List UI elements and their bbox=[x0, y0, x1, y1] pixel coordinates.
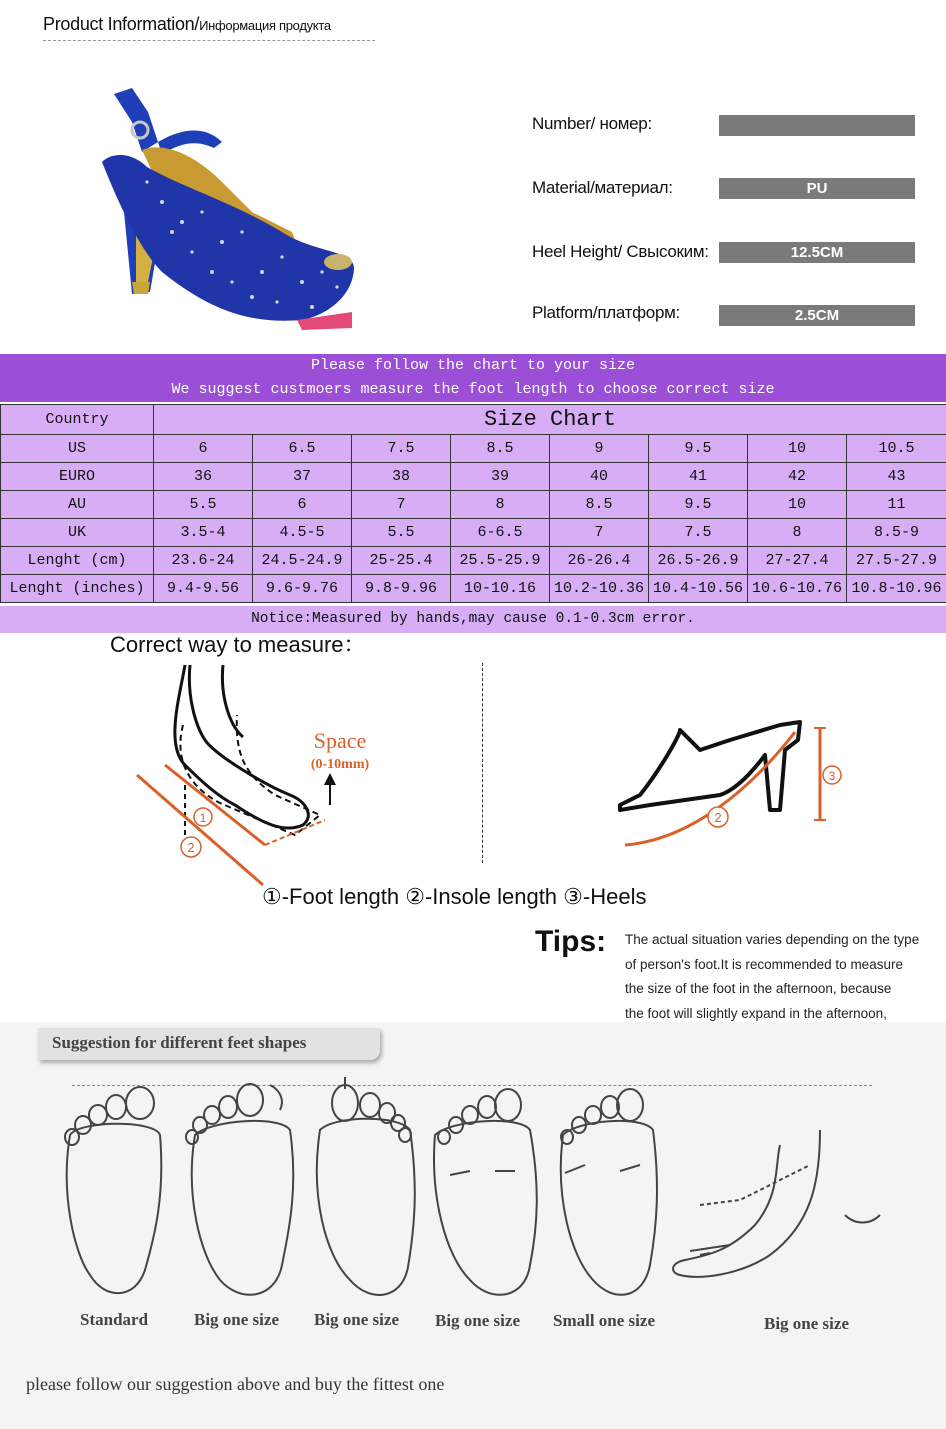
table-cell: 8.5-9 bbox=[847, 519, 946, 547]
table-cell: 38 bbox=[352, 463, 451, 491]
table-cell: 40 bbox=[550, 463, 649, 491]
table-cell: 9.8-9.96 bbox=[352, 575, 451, 603]
spec-heel-label: Heel Height/ Свысоким: bbox=[532, 242, 709, 261]
page-title bbox=[43, 14, 331, 35]
feet-shapes-illustration bbox=[50, 1075, 920, 1315]
tips-line: the foot will slightly expand in the afternoon, bbox=[625, 1005, 887, 1021]
table-cell: 23.6-24 bbox=[154, 547, 253, 575]
tips-line: The actual situation varies depending on the type bbox=[625, 932, 920, 947]
spec-platform-label: Platform/платформ: bbox=[532, 303, 680, 322]
table-cell: 9.4-9.56 bbox=[154, 575, 253, 603]
space-label: Space bbox=[313, 728, 367, 753]
table-cell: 43 bbox=[847, 463, 946, 491]
table-cell: 37 bbox=[253, 463, 352, 491]
size-chart-notice-line1: Please follow the chart to your size bbox=[310, 357, 636, 374]
table-cell: 9.5 bbox=[649, 491, 748, 519]
foot-label-big-2: Big one size bbox=[314, 1310, 399, 1329]
row-label: UK bbox=[1, 519, 154, 547]
table-cell: 36 bbox=[154, 463, 253, 491]
spec-number-label: Number/ номер: bbox=[532, 114, 652, 133]
tips-line: of person's foot.It is recommended to measure bbox=[625, 956, 903, 972]
table-cell: 10.5 bbox=[847, 435, 946, 463]
foot-measure-diagram bbox=[125, 655, 395, 895]
space-range: (0-10mm) bbox=[310, 757, 370, 772]
table-cell: 6 bbox=[154, 435, 253, 463]
table-cell: 24.5-24.9 bbox=[253, 547, 352, 575]
spec-heel-value: 12.5CM bbox=[719, 242, 915, 263]
bottom-note: please follow our suggestion above and buy the fittest one bbox=[26, 1374, 445, 1394]
foot-label-small: Small one size bbox=[553, 1311, 655, 1330]
table-row bbox=[1, 491, 946, 519]
title-en: Product Information/ bbox=[43, 14, 200, 34]
table-cell: 9.6-9.76 bbox=[253, 575, 352, 603]
marker-3: 3 bbox=[828, 769, 836, 783]
size-chart-title: Size Chart bbox=[154, 405, 946, 435]
foot-length-line bbox=[165, 765, 265, 845]
table-cell: 6 bbox=[253, 491, 352, 519]
size-chart-error-notice: Notice:Measured by hands,may cause 0.1-0.3cm error. bbox=[0, 606, 946, 633]
heel-measure-diagram bbox=[610, 710, 850, 860]
row-label: EURO bbox=[1, 463, 154, 491]
table-cell: 7 bbox=[550, 519, 649, 547]
foot-big-size-icon bbox=[317, 1077, 415, 1295]
marker-1: 1 bbox=[199, 811, 207, 825]
spec-material-value: PU bbox=[719, 178, 915, 199]
size-chart-header-row bbox=[1, 405, 946, 435]
row-label: Lenght (inches) bbox=[1, 575, 154, 603]
foot-side-view-icon bbox=[673, 1130, 880, 1277]
foot-label-big-1: Big one size bbox=[194, 1310, 279, 1329]
table-cell: 25.5-25.9 bbox=[451, 547, 550, 575]
table-cell: 27.5-27.9 bbox=[847, 547, 946, 575]
table-row bbox=[1, 519, 946, 547]
foot-big-size-icon bbox=[434, 1089, 537, 1295]
size-chart-notice-line2: We suggest custmoers measure the foot length to choose correct size bbox=[171, 381, 775, 398]
table-cell: 8 bbox=[748, 519, 847, 547]
marker-2: 2 bbox=[187, 840, 195, 855]
table-cell: 7 bbox=[352, 491, 451, 519]
country-header: Country bbox=[1, 405, 154, 435]
foot-label-standard: Standard bbox=[80, 1310, 149, 1329]
table-row bbox=[1, 463, 946, 491]
product-image bbox=[102, 82, 356, 330]
table-cell: 41 bbox=[649, 463, 748, 491]
table-cell: 10-10.16 bbox=[451, 575, 550, 603]
marker-2b: 2 bbox=[714, 810, 722, 825]
row-label: Lenght (cm) bbox=[1, 547, 154, 575]
table-cell: 26-26.4 bbox=[550, 547, 649, 575]
table-cell: 8.5 bbox=[550, 491, 649, 519]
table-cell: 4.5-5 bbox=[253, 519, 352, 547]
table-cell: 10.6-10.76 bbox=[748, 575, 847, 603]
table-cell: 7.5 bbox=[649, 519, 748, 547]
foot-label-big-3: Big one size bbox=[435, 1311, 520, 1330]
spec-platform-value: 2.5CM bbox=[719, 305, 915, 326]
table-cell: 9 bbox=[550, 435, 649, 463]
table-cell: 10.2-10.36 bbox=[550, 575, 649, 603]
table-cell: 8.5 bbox=[451, 435, 550, 463]
table-cell: 26.5-26.9 bbox=[649, 547, 748, 575]
tips-line: the size of the foot in the afternoon, because bbox=[625, 981, 892, 996]
size-chart-table bbox=[0, 404, 946, 603]
row-label: AU bbox=[1, 491, 154, 519]
size-chart-body bbox=[1, 435, 946, 603]
foot-small-size-icon bbox=[561, 1089, 657, 1295]
table-cell: 3.5-4 bbox=[154, 519, 253, 547]
table-row bbox=[1, 575, 946, 603]
size-chart-notice bbox=[0, 354, 946, 402]
measure-title: Correct way to measure： bbox=[110, 632, 366, 657]
header-divider bbox=[43, 40, 375, 41]
table-cell: 11 bbox=[847, 491, 946, 519]
measure-legend: ①-Foot length ②-Insole length ③-Heels bbox=[262, 884, 647, 909]
foot-label-big-side: Big one size bbox=[764, 1314, 849, 1333]
table-cell: 6.5 bbox=[253, 435, 352, 463]
row-label: US bbox=[1, 435, 154, 463]
foot-big-size-icon bbox=[186, 1084, 293, 1295]
table-cell: 10.8-10.96 bbox=[847, 575, 946, 603]
tips-heading: Tips: bbox=[535, 925, 607, 958]
spec-material-label: Material/материал: bbox=[532, 178, 673, 197]
table-cell: 7.5 bbox=[352, 435, 451, 463]
table-row bbox=[1, 547, 946, 575]
table-cell: 39 bbox=[451, 463, 550, 491]
table-cell: 27-27.4 bbox=[748, 547, 847, 575]
table-cell: 10 bbox=[748, 491, 847, 519]
table-cell: 42 bbox=[748, 463, 847, 491]
table-cell: 10 bbox=[748, 435, 847, 463]
table-cell: 10.4-10.56 bbox=[649, 575, 748, 603]
measure-divider bbox=[482, 663, 483, 863]
table-cell: 5.5 bbox=[352, 519, 451, 547]
table-cell: 5.5 bbox=[154, 491, 253, 519]
table-cell: 9.5 bbox=[649, 435, 748, 463]
foot-standard-icon bbox=[65, 1087, 161, 1293]
table-cell: 6-6.5 bbox=[451, 519, 550, 547]
table-row bbox=[1, 435, 946, 463]
table-cell: 25-25.4 bbox=[352, 547, 451, 575]
spec-number-value bbox=[719, 115, 915, 136]
table-cell: 8 bbox=[451, 491, 550, 519]
feet-shapes-badge: Suggestion for different feet shapes bbox=[38, 1028, 380, 1060]
title-ru: Информация продукта bbox=[199, 18, 331, 33]
